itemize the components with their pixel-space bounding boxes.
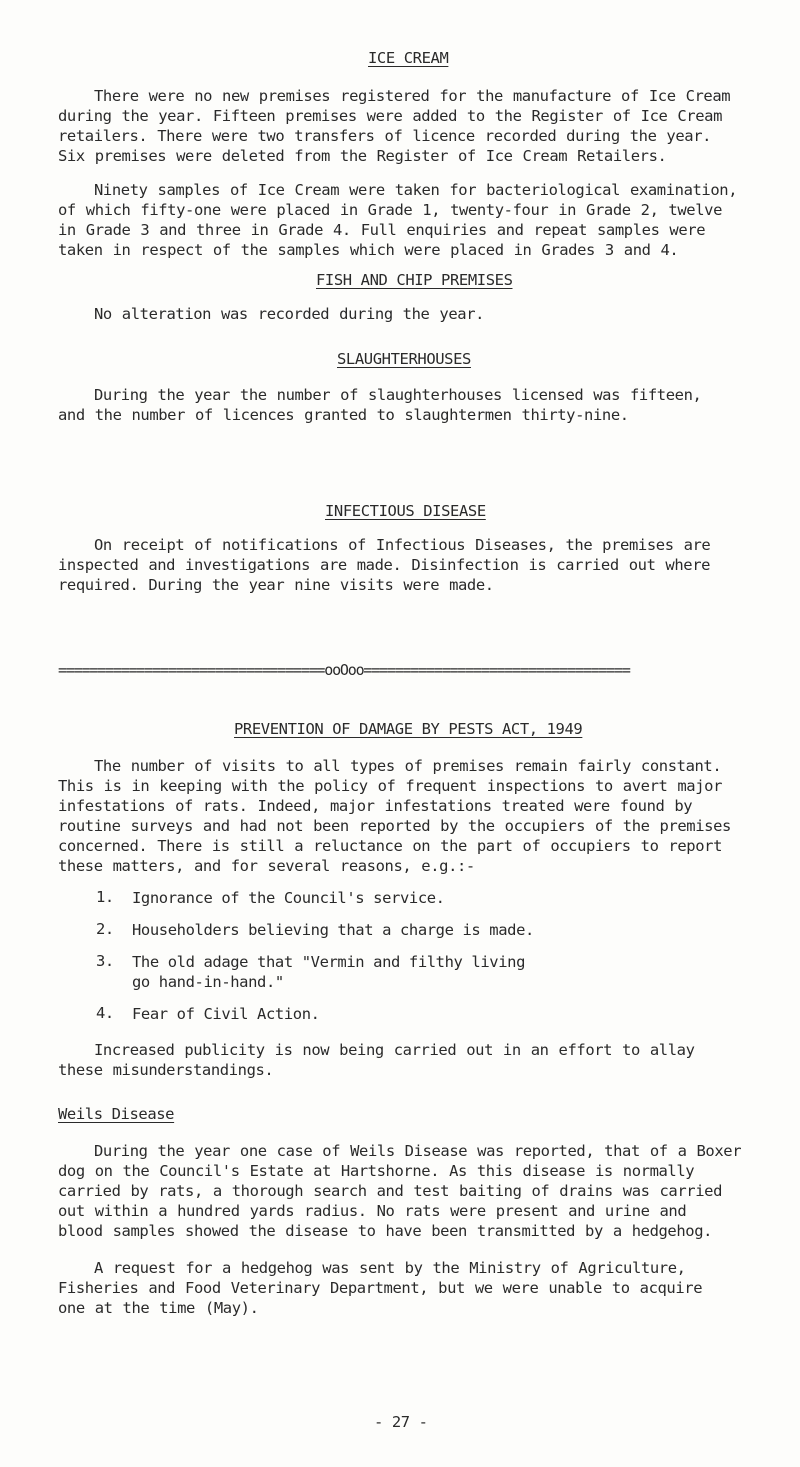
- list-item-text: Ignorance of the Council's service.: [132, 889, 445, 907]
- paragraph-weils-case: During the year one case of Weils Disease was reported, that of a Boxer dog on the Council's Estate at Hartshorne. As this disease is normally carried by rats, a thorough search and test baiting of drains was carried out within a hundred yards radius. No rats were present and urine and blood samples showed the disease to have been transmitted by a hedgehog.: [58, 1142, 742, 1240]
- paragraph-ice-cream-samples: Ninety samples of Ice Cream were taken for bacteriological examination, of which fifty-one were placed in Grade 1, twenty-four in Grade 2, twelve in Grade 3 and three in Grade 4. Full enquiries and repeat samples were taken in respect of the samples which were placed in Grades 3 and 4.: [58, 181, 738, 259]
- paragraph-ice-cream-registrations: There were no new premises registered for the manufacture of Ice Cream during the year. Fifteen premises were added to the Register of Ice Cream retailers. There were two transfers of licence recorded during the year. Six premises were deleted from the Register of Ice Cream Retailers.: [58, 87, 731, 165]
- paragraph-increased-publicity: Increased publicity is now being carried out in an effort to allay these misunderstandings.: [58, 1041, 695, 1079]
- list-item-number: 3.: [96, 952, 114, 970]
- list-item-number: 1.: [96, 888, 114, 906]
- list-item-text: The old adage that "Vermin and filthy living go hand-in-hand.": [132, 953, 525, 991]
- heading-infectious-disease: INFECTIOUS DISEASE: [325, 502, 486, 520]
- paragraph-hedgehog-request: A request for a hedgehog was sent by the Ministry of Agriculture, Fisheries and Food Veterinary Department, but we were unable to acquire one at the time (May).: [58, 1259, 703, 1317]
- heading-prevention-of-damage-by-pests: PREVENTION OF DAMAGE BY PESTS ACT, 1949: [234, 720, 583, 738]
- paragraph-slaughterhouses: During the year the number of slaughterhouses licensed was fifteen, and the number of licences granted to slaughtermen thirty-nine.: [58, 386, 702, 424]
- section-separator: ==================================ooOoo==================================: [58, 661, 630, 679]
- list-item-text: Householders believing that a charge is made.: [132, 921, 534, 939]
- heading-fish-and-chip: FISH AND CHIP PREMISES: [316, 271, 513, 289]
- paragraph-fish-and-chip: No alteration was recorded during the year.: [94, 305, 485, 323]
- heading-weils-disease: Weils Disease: [58, 1105, 175, 1123]
- paragraph-infectious-disease: On receipt of notifications of Infectious Diseases, the premises are inspected and investigations are made. Disinfection is carried out where required. During the year nine visits were made.: [58, 536, 711, 594]
- heading-slaughterhouses: SLAUGHTERHOUSES: [337, 350, 471, 368]
- list-item-number: 4.: [96, 1004, 114, 1022]
- list-item-text: Fear of Civil Action.: [132, 1005, 320, 1023]
- page-number: - 27 -: [374, 1413, 428, 1431]
- list-item-number: 2.: [96, 920, 114, 938]
- paragraph-prevention: The number of visits to all types of premises remain fairly constant. This is in keeping with the policy of frequent inspections to avert major infestations of rats. Indeed, major infestations treated were found by routine surveys and had not been reported by the occupiers of the premises concerned. There is still a reluctance on the part of occupiers to report these matters, and for several reasons, e.g.:-: [58, 757, 731, 875]
- heading-ice-cream: ICE CREAM: [368, 49, 449, 67]
